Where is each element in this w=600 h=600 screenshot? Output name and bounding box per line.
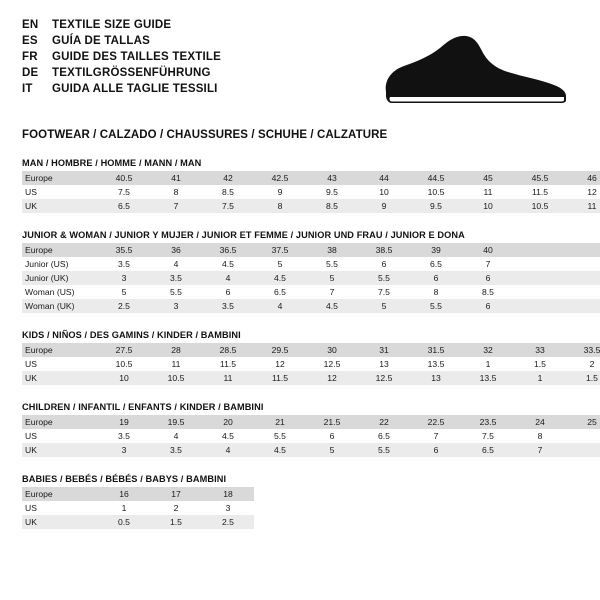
- dress-shoe-silhouette-icon: [378, 30, 568, 115]
- cell: 5: [306, 271, 358, 285]
- cell: [566, 257, 600, 271]
- language-code: IT: [22, 83, 33, 95]
- cell: 7: [306, 285, 358, 299]
- cell: 42.5: [254, 171, 306, 185]
- table-row: [22, 185, 600, 199]
- cell: 28: [150, 343, 202, 357]
- table: [22, 487, 254, 529]
- cell: 7: [150, 199, 202, 213]
- cell: 6: [358, 257, 410, 271]
- cell: 7: [462, 257, 514, 271]
- cell: 10.5: [514, 199, 566, 213]
- cell: 3.5: [150, 271, 202, 285]
- cell: 10.5: [150, 371, 202, 385]
- cell: 19.5: [150, 415, 202, 429]
- cell: 5.5: [150, 285, 202, 299]
- cell: 13.5: [462, 371, 514, 385]
- row-label: UK: [22, 199, 98, 213]
- cell: 25: [566, 415, 600, 429]
- table-row: [22, 371, 600, 385]
- cell: 3: [98, 271, 150, 285]
- cell: 23.5: [462, 415, 514, 429]
- cell: 4.5: [202, 257, 254, 271]
- cell: 9: [254, 185, 306, 199]
- cell: 44: [358, 171, 410, 185]
- cell: 3.5: [150, 443, 202, 457]
- cell: 46: [566, 171, 600, 185]
- cell: 7.5: [202, 199, 254, 213]
- language-title: GUIDE DES TAILLES TEXTILE: [52, 51, 221, 63]
- cell: [566, 271, 600, 285]
- cell: 6: [202, 285, 254, 299]
- cell: 38.5: [358, 243, 410, 257]
- cell: 33.5: [566, 343, 600, 357]
- language-row: [22, 82, 221, 97]
- cell: 6: [462, 271, 514, 285]
- table-row: [22, 199, 600, 213]
- size-table-man: [22, 158, 597, 213]
- table-row: [22, 257, 600, 271]
- table: [22, 343, 600, 385]
- row-label: US: [22, 501, 98, 515]
- document-header: [22, 18, 578, 115]
- cell: 19: [98, 415, 150, 429]
- cell: 12: [306, 371, 358, 385]
- cell: 7.5: [462, 429, 514, 443]
- cell: 28.5: [202, 343, 254, 357]
- cell: 5: [358, 299, 410, 313]
- cell: 8: [254, 199, 306, 213]
- cell: 17: [150, 487, 202, 501]
- cell: 13.5: [410, 357, 462, 371]
- cell: 11.5: [254, 371, 306, 385]
- cell: 8: [514, 429, 566, 443]
- cell: 2.5: [202, 515, 254, 529]
- size-table-babies: [22, 474, 578, 529]
- cell: 1.5: [514, 357, 566, 371]
- row-label: Europe: [22, 171, 98, 185]
- cell: 5.5: [358, 443, 410, 457]
- cell: 4.5: [254, 271, 306, 285]
- cell: 6.5: [462, 443, 514, 457]
- cell: 4: [202, 443, 254, 457]
- cell: 31: [358, 343, 410, 357]
- table-row: [22, 429, 600, 443]
- row-label: US: [22, 429, 98, 443]
- cell: 10.5: [98, 357, 150, 371]
- cell: 32: [462, 343, 514, 357]
- row-label: Woman (US): [22, 285, 98, 299]
- cell: 6.5: [358, 429, 410, 443]
- cell: 5.5: [358, 271, 410, 285]
- cell: 8.5: [462, 285, 514, 299]
- table-row: [22, 415, 600, 429]
- cell: [514, 271, 566, 285]
- cell: 29.5: [254, 343, 306, 357]
- cell: 8: [150, 185, 202, 199]
- language-row: [22, 34, 221, 49]
- cell: 11: [150, 357, 202, 371]
- row-label: US: [22, 357, 98, 371]
- cell: 3: [202, 501, 254, 515]
- table-title: KIDS / NIÑOS / DES GAMINS / KINDER / BAMBINI: [22, 330, 241, 340]
- cell: 39: [410, 243, 462, 257]
- cell: 1.5: [150, 515, 202, 529]
- language-title-list: [22, 18, 221, 97]
- cell: 6.5: [98, 199, 150, 213]
- cell: 11.5: [514, 185, 566, 199]
- cell: 5.5: [254, 429, 306, 443]
- language-title: GUÍA DE TALLAS: [52, 35, 150, 47]
- cell: 2: [566, 357, 600, 371]
- cell: 6.5: [410, 257, 462, 271]
- cell: [514, 243, 566, 257]
- cell: 5: [306, 443, 358, 457]
- row-label: Europe: [22, 243, 98, 257]
- size-table-junior-woman: [22, 230, 578, 313]
- cell: [514, 299, 566, 313]
- row-label: Europe: [22, 415, 98, 429]
- cell: 3.5: [202, 299, 254, 313]
- cell: 40: [462, 243, 514, 257]
- cell: 7: [410, 429, 462, 443]
- cell: 27.5: [98, 343, 150, 357]
- cell: 13: [358, 357, 410, 371]
- row-label: UK: [22, 515, 98, 529]
- cell: 44.5: [410, 171, 462, 185]
- cell: 12.5: [358, 371, 410, 385]
- cell: 20: [202, 415, 254, 429]
- cell: 11: [462, 185, 514, 199]
- cell: 9.5: [306, 185, 358, 199]
- cell: 4.5: [202, 429, 254, 443]
- cell: 4: [150, 429, 202, 443]
- table-row: [22, 343, 600, 357]
- cell: [566, 299, 600, 313]
- language-code: EN: [22, 19, 39, 31]
- table-row: [22, 271, 600, 285]
- row-label: Europe: [22, 487, 98, 501]
- cell: 41: [150, 171, 202, 185]
- cell: 6.5: [254, 285, 306, 299]
- row-label: US: [22, 185, 98, 199]
- table-title: BABIES / BEBÉS / BÉBÉS / BABYS / BAMBINI: [22, 474, 227, 484]
- cell: 3: [98, 443, 150, 457]
- cell: 21.5: [306, 415, 358, 429]
- table-row: [22, 443, 600, 457]
- cell: 10: [98, 371, 150, 385]
- cell: 6: [306, 429, 358, 443]
- cell: 5.5: [410, 299, 462, 313]
- cell: 10: [462, 199, 514, 213]
- cell: 4.5: [254, 443, 306, 457]
- row-label: Woman (UK): [22, 299, 98, 313]
- cell: 43: [306, 171, 358, 185]
- cell: 7.5: [358, 285, 410, 299]
- cell: 0.5: [98, 515, 150, 529]
- cell: 22.5: [410, 415, 462, 429]
- cell: 10.5: [410, 185, 462, 199]
- cell: 9.5: [410, 199, 462, 213]
- cell: 12: [254, 357, 306, 371]
- cell: 9: [358, 199, 410, 213]
- cell: 12: [566, 185, 600, 199]
- cell: 10: [358, 185, 410, 199]
- cell: 6: [410, 271, 462, 285]
- cell: 3: [150, 299, 202, 313]
- language-code: DE: [22, 67, 39, 79]
- language-row: [22, 66, 221, 81]
- language-row: [22, 50, 221, 65]
- cell: 36: [150, 243, 202, 257]
- size-table-children: [22, 402, 597, 457]
- cell: 5: [254, 257, 306, 271]
- cell: 5.5: [306, 257, 358, 271]
- language-row: [22, 18, 221, 33]
- cell: 1: [514, 371, 566, 385]
- cell: 24: [514, 415, 566, 429]
- cell: 7: [514, 443, 566, 457]
- cell: 2: [150, 501, 202, 515]
- table-row: [22, 357, 600, 371]
- cell: 6: [462, 299, 514, 313]
- cell: [514, 257, 566, 271]
- cell: [566, 285, 600, 299]
- cell: 3.5: [98, 429, 150, 443]
- size-table-kids: [22, 330, 600, 385]
- cell: 45: [462, 171, 514, 185]
- cell: 11: [202, 371, 254, 385]
- table-title: MAN / HOMBRE / HOMME / MANN / MAN: [22, 158, 202, 168]
- language-title: GUIDA ALLE TAGLIE TESSILI: [52, 83, 218, 95]
- table: [22, 415, 600, 457]
- cell: 8: [410, 285, 462, 299]
- cell: 13: [410, 371, 462, 385]
- language-code: ES: [22, 35, 38, 47]
- cell: 36.5: [202, 243, 254, 257]
- cell: 30: [306, 343, 358, 357]
- language-title: TEXTILGRÖSSENFÜHRUNG: [52, 67, 211, 79]
- cell: 4.5: [306, 299, 358, 313]
- cell: 6: [410, 443, 462, 457]
- cell: 40.5: [98, 171, 150, 185]
- cell: 1: [98, 501, 150, 515]
- table: [22, 243, 600, 313]
- table-row: [22, 285, 600, 299]
- cell: 42: [202, 171, 254, 185]
- cell: 2.5: [98, 299, 150, 313]
- cell: 11: [566, 199, 600, 213]
- row-label: Junior (UK): [22, 271, 98, 285]
- cell: 31.5: [410, 343, 462, 357]
- cell: 45.5: [514, 171, 566, 185]
- table-row: [22, 299, 600, 313]
- cell: 18: [202, 487, 254, 501]
- cell: 12.5: [306, 357, 358, 371]
- cell: 11.5: [202, 357, 254, 371]
- cell: [566, 429, 600, 443]
- cell: [566, 243, 600, 257]
- cell: 5: [98, 285, 150, 299]
- cell: 35.5: [98, 243, 150, 257]
- row-label: Junior (US): [22, 257, 98, 271]
- cell: 3.5: [98, 257, 150, 271]
- language-title: TEXTILE SIZE GUIDE: [52, 19, 172, 31]
- cell: 7.5: [98, 185, 150, 199]
- table-title: CHILDREN / INFANTIL / ENFANTS / KINDER / BAMBINI: [22, 402, 264, 412]
- cell: 1: [462, 357, 514, 371]
- table-row: [22, 243, 600, 257]
- table: [22, 171, 600, 213]
- cell: 4: [202, 271, 254, 285]
- row-label: UK: [22, 371, 98, 385]
- table-row: [22, 501, 254, 515]
- cell: 33: [514, 343, 566, 357]
- cell: 8.5: [306, 199, 358, 213]
- row-label: Europe: [22, 343, 98, 357]
- table-row: [22, 487, 254, 501]
- cell: 4: [254, 299, 306, 313]
- table-row: [22, 515, 254, 529]
- cell: 38: [306, 243, 358, 257]
- table-title: JUNIOR & WOMAN / JUNIOR Y MUJER / JUNIOR ET FEMME / JUNIOR UND FRAU / JUNIOR E DONA: [22, 230, 465, 240]
- cell: [514, 285, 566, 299]
- cell: 37.5: [254, 243, 306, 257]
- cell: 22: [358, 415, 410, 429]
- cell: [566, 443, 600, 457]
- cell: 1.5: [566, 371, 600, 385]
- language-code: FR: [22, 51, 38, 63]
- row-label: UK: [22, 443, 98, 457]
- table-row: [22, 171, 600, 185]
- footwear-section-title: FOOTWEAR / CALZADO / CHAUSSURES / SCHUHE / CALZATURE: [22, 129, 388, 141]
- cell: 21: [254, 415, 306, 429]
- cell: 4: [150, 257, 202, 271]
- cell: 16: [98, 487, 150, 501]
- cell: 8.5: [202, 185, 254, 199]
